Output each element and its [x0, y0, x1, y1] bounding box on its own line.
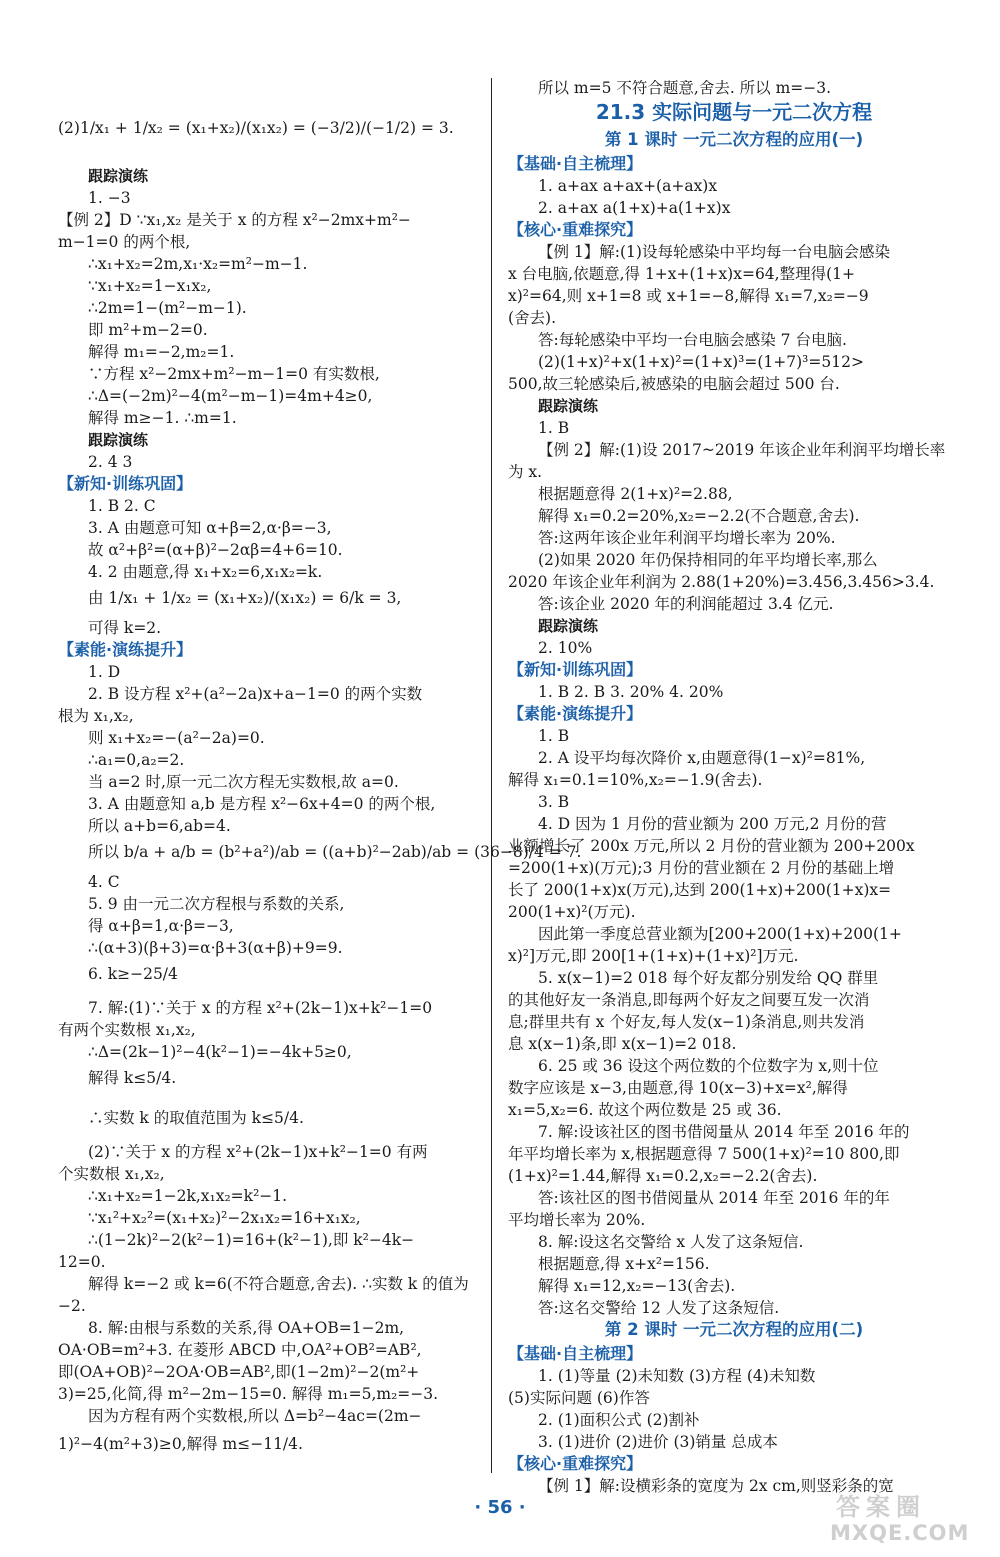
text-line: ∴Δ=(−2m)²−4(m²−m−1)=4m+4≥0,: [88, 387, 373, 405]
watermark-text-bottom: MXQE.COM: [830, 1521, 970, 1545]
text-line: 由 1/x₁ + 1/x₂ = (x₁+x₂)/(x₁x₂) = 6/k = 3,: [88, 589, 402, 607]
text-line: 1. B 2. B 3. 20% 4. 20%: [538, 683, 724, 701]
text-line: 【例 1】解:(1)设每轮感染中平均每一台电脑会感染: [538, 243, 890, 261]
text-line: ∵x₁²+x₂²=(x₁+x₂)²−2x₁x₂=16+x₁x₂,: [88, 1209, 361, 1227]
column-divider: [491, 78, 492, 1473]
section-tag: 【基础·自主梳理】: [508, 154, 643, 173]
text-line: 长了 200(1+x)x(万元),达到 200(1+x)+200(1+x)x=: [508, 881, 892, 899]
text-line: ∵方程 x²−2mx+m²−m−1=0 有实数根,: [88, 365, 380, 383]
text-line: 5. 9 由一元二次方程根与系数的关系,: [88, 895, 345, 913]
text-line: ∴x₁+x₂=1−2k,x₁x₂=k²−1.: [88, 1187, 288, 1205]
text-line: 8. 解:由根与系数的关系,得 OA+OB=1−2m,: [88, 1319, 405, 1337]
text-line: 1. B: [538, 419, 570, 437]
section-tag: 【核心·重难探究】: [508, 1454, 643, 1473]
text-line: ∴a₁=0,a₂=2.: [88, 751, 185, 769]
watermark-text-top: 答案圈: [836, 1493, 926, 1521]
text-line: 2. a+ax a(1+x)+a(1+x)x: [538, 199, 731, 217]
section-tag: 【核心·重难探究】: [508, 220, 643, 239]
lesson-title: 第 1 课时 一元二次方程的应用(一): [604, 130, 864, 149]
text-line: (2)∵关于 x 的方程 x²+(2k−1)x+k²−1=0 有两: [88, 1143, 428, 1161]
text-line: 当 a=2 时,原一元二次方程无实数根,故 a=0.: [88, 773, 399, 791]
text-line: 所以 a+b=6,ab=4.: [88, 817, 231, 835]
section-tag: 【素能·演练提升】: [508, 704, 643, 723]
text-line: 有两个实数根 x₁,x₂,: [58, 1021, 196, 1039]
text-line: 解得 x₁=0.2=20%,x₂=−2.2(不合题意,舍去).: [538, 507, 860, 525]
text-line: 3. (1)进价 (2)进价 (3)销量 总成本: [538, 1433, 778, 1451]
text-line: 解得 m₁=−2,m₂=1.: [88, 343, 235, 361]
text-line: 根据题意,得 x+x²=156.: [538, 1255, 710, 1273]
text-line: 6. 25 或 36 设这个两位数的个位数字为 x,则十位: [538, 1057, 879, 1075]
text-line: 6. k≥−25/4: [88, 965, 178, 983]
section-tag: 【素能·演练提升】: [58, 640, 193, 659]
text-line: ∴实数 k 的取值范围为 k≤5/4.: [88, 1109, 304, 1127]
text-line: 2. A 设平均每次降价 x,由题意得(1−x)²=81%,: [538, 749, 866, 767]
section-tag: 【基础·自主梳理】: [508, 1344, 643, 1363]
section-tag: 【新知·训练巩固】: [58, 474, 193, 493]
text-line: m−1=0 的两个根,: [58, 233, 191, 251]
text-line: ∴(1−2k)²−2(k²−1)=16+(k²−1),即 k²−4k−: [88, 1231, 415, 1249]
text-line: 业额增长了 200x 万元,所以 2 月份的营业额为 200+200x: [508, 837, 915, 855]
text-line: 2020 年该企业年利润为 2.88(1+20%)=3.456,3.456>3.4.: [508, 573, 935, 591]
text-line: 【例 2】D ∵x₁,x₂ 是关于 x 的方程 x²−2mx+m²−: [58, 211, 411, 229]
practice-label: 跟踪演练: [88, 167, 149, 185]
text-line: 7. 解:(1)∵关于 x 的方程 x²+(2k−1)x+k²−1=0: [88, 999, 433, 1017]
text-line: 解得 m≥−1. ∴m=1.: [88, 409, 237, 427]
text-line: 故 α²+β²=(α+β)²−2αβ=4+6=10.: [88, 541, 343, 559]
text-line: 平均增长率为 20%.: [508, 1211, 646, 1229]
text-line: (舍去).: [508, 309, 557, 327]
text-line: 年平均增长率为 x,根据题意得 7 500(1+x)²=10 800,即: [508, 1145, 900, 1163]
text-line: 1. B 2. C: [88, 497, 156, 515]
text-line: (1+x)²=1.44,解得 x₁=0.2,x₂=−2.2(舍去).: [508, 1167, 818, 1185]
text-line: 根为 x₁,x₂,: [58, 707, 134, 725]
text-line: x)²=64,则 x+1=8 或 x+1=−8,解得 x₁=7,x₂=−9: [508, 287, 869, 305]
text-line: 2. (1)面积公式 (2)割补: [538, 1411, 700, 1429]
text-line: 答:这两年该企业年利润平均增长率为 20%.: [538, 529, 836, 547]
watermark-logo: [830, 1487, 990, 1551]
text-line: (5)实际问题 (6)作答: [508, 1389, 650, 1407]
text-line: 因此第一季度总营业额为[200+200(1+x)+200(1+: [538, 925, 902, 943]
section-title: 21.3 实际问题与一元二次方程: [595, 100, 873, 124]
practice-label: 跟踪演练: [538, 397, 599, 415]
text-line: 3)=25,化简,得 m²−2m−15=0. 解得 m₁=5,m₂=−3.: [58, 1385, 439, 1403]
text-line: 因为方程有两个实数根,所以 Δ=b²−4ac=(2m−: [88, 1407, 422, 1425]
section-tag: 【新知·训练巩固】: [508, 660, 643, 679]
text-line: 1. (1)等量 (2)未知数 (3)方程 (4)未知数: [538, 1367, 816, 1385]
text-line: 解得 x₁=12,x₂=−13(舍去).: [538, 1277, 736, 1295]
text-line: OA·OB=m²+3. 在菱形 ABCD 中,OA²+OB²=AB²,: [58, 1341, 422, 1359]
text-line: (2)如果 2020 年仍保持相同的年平均增长率,那么: [538, 551, 878, 569]
text-line: 7. 解:设该社区的图书借阅量从 2014 年至 2016 年的: [538, 1123, 910, 1141]
text-line: ∴(α+3)(β+3)=α·β+3(α+β)+9=9.: [88, 939, 343, 957]
text-line: 则 x₁+x₂=−(a²−2a)=0.: [88, 729, 265, 747]
text-line: 息;群里共有 x 个好友,每人发(x−1)条消息,则共发消: [508, 1013, 865, 1031]
text-line: 2. 10%: [538, 639, 593, 657]
text-line: 解得 x₁=0.1=10%,x₂=−1.9(舍去).: [508, 771, 763, 789]
practice-label: 跟踪演练: [538, 617, 599, 635]
text-line: 解得 k=−2 或 k=6(不符合题意,舍去). ∴实数 k 的值为: [88, 1275, 469, 1293]
text-line: 数字应该是 x−3,由题意,得 10(x−3)+x=x²,解得: [508, 1079, 848, 1097]
text-line: 2. 4 3: [88, 453, 133, 471]
text-line: 4. C: [88, 873, 120, 891]
text-line: (2)1/x₁ + 1/x₂ = (x₁+x₂)/(x₁x₂) = (−3/2)/(−1/2) = 3.: [58, 119, 454, 137]
text-line: 8. 解:设这名交警给 x 人发了这条短信.: [538, 1233, 804, 1251]
text-line: 答:该企业 2020 年的利润能超过 3.4 亿元.: [538, 595, 834, 613]
text-line: 2. B 设方程 x²+(a²−2a)x+a−1=0 的两个实数: [88, 685, 423, 703]
text-line: 答:这名交警给 12 人发了这条短信.: [538, 1299, 780, 1317]
text-line: 答:每轮感染中平均一台电脑会感染 7 台电脑.: [538, 331, 847, 349]
text-line: 即(OA+OB)²−2OA·OB=AB²,即(1−2m)²−2(m²+: [58, 1363, 420, 1381]
text-line: x₁=5,x₂=6. 故这个两位数是 25 或 36.: [508, 1101, 782, 1119]
text-line: 500,故三轮感染后,被感染的电脑会超过 500 台.: [508, 375, 840, 393]
text-line: 即 m²+m−2=0.: [88, 321, 208, 339]
text-line: (2)(1+x)²+x(1+x)²=(1+x)³=(1+7)³=512>: [538, 353, 864, 371]
text-line: =200(1+x)(万元);3 月份的营业额在 2 月份的基础上增: [508, 859, 895, 877]
text-line: 3. A 由题意可知 α+β=2,α·β=−3,: [88, 519, 332, 537]
text-line: 1. B: [538, 727, 570, 745]
text-line: 4. D 因为 1 月份的营业额为 200 万元,2 月份的营: [538, 815, 887, 833]
text-line: 5. x(x−1)=2 018 每个好友都分别发给 QQ 群里: [538, 969, 879, 987]
text-line: 答:该社区的图书借阅量从 2014 年至 2016 年的年: [538, 1189, 890, 1207]
text-line: 根据题意得 2(1+x)²=2.88,: [538, 485, 733, 503]
text-line: 所以 m=5 不符合题意,舍去. 所以 m=−3.: [538, 79, 832, 97]
page-number: · 56 ·: [474, 1497, 526, 1518]
text-line: 得 α+β=1,α·β=−3,: [88, 917, 234, 935]
text-line: 3. A 由题意知 a,b 是方程 x²−6x+4=0 的两个根,: [88, 795, 436, 813]
text-line: ∴Δ=(2k−1)²−4(k²−1)=−4k+5≥0,: [88, 1043, 352, 1061]
text-line: 1)²−4(m²+3)≥0,解得 m≤−11/4.: [58, 1435, 303, 1453]
text-line: ∴2m=1−(m²−m−1).: [88, 299, 247, 317]
text-line: ∴x₁+x₂=2m,x₁·x₂=m²−m−1.: [88, 255, 308, 273]
text-line: x 台电脑,依题意,得 1+x+(1+x)x=64,整理得(1+: [508, 265, 855, 283]
practice-label: 跟踪演练: [88, 431, 149, 449]
text-line: 200(1+x)²(万元).: [508, 903, 636, 921]
text-line: x)²]万元,即 200[1+(1+x)+(1+x)²]万元.: [508, 947, 799, 965]
text-line: 为 x.: [508, 463, 543, 481]
text-line: 解得 k≤5/4.: [88, 1069, 177, 1087]
lesson-title: 第 2 课时 一元二次方程的应用(二): [604, 1320, 864, 1339]
text-line: 4. 2 由题意,得 x₁+x₂=6,x₁x₂=k.: [88, 563, 323, 581]
text-line: 个实数根 x₁,x₂,: [58, 1165, 165, 1183]
text-line: ∵x₁+x₂=1−x₁x₂,: [88, 277, 212, 295]
text-line: 1. D: [88, 663, 121, 681]
text-line: 息 x(x−1)条,即 x(x−1)=2 018.: [508, 1035, 737, 1053]
text-line: 的其他好友一条消息,即每两个好友之间要互发一次消: [508, 991, 870, 1009]
text-line: 1. a+ax a+ax+(a+ax)x: [538, 177, 718, 195]
text-line: 所以 b/a + a/b = (b²+a²)/ab = ((a+b)²−2ab)/ab = (36−8)/4 = 7.: [88, 843, 582, 861]
text-line: 3. B: [538, 793, 570, 811]
text-line: −2.: [58, 1297, 86, 1315]
text-line: 12=0.: [58, 1253, 106, 1271]
text-line: 1. −3: [88, 189, 131, 207]
text-line: 可得 k=2.: [88, 619, 162, 637]
text-line: 【例 1】解:设横彩条的宽度为 2x cm,则竖彩条的宽: [538, 1477, 894, 1495]
text-line: 【例 2】解:(1)设 2017~2019 年该企业年利润平均增长率: [538, 441, 946, 459]
